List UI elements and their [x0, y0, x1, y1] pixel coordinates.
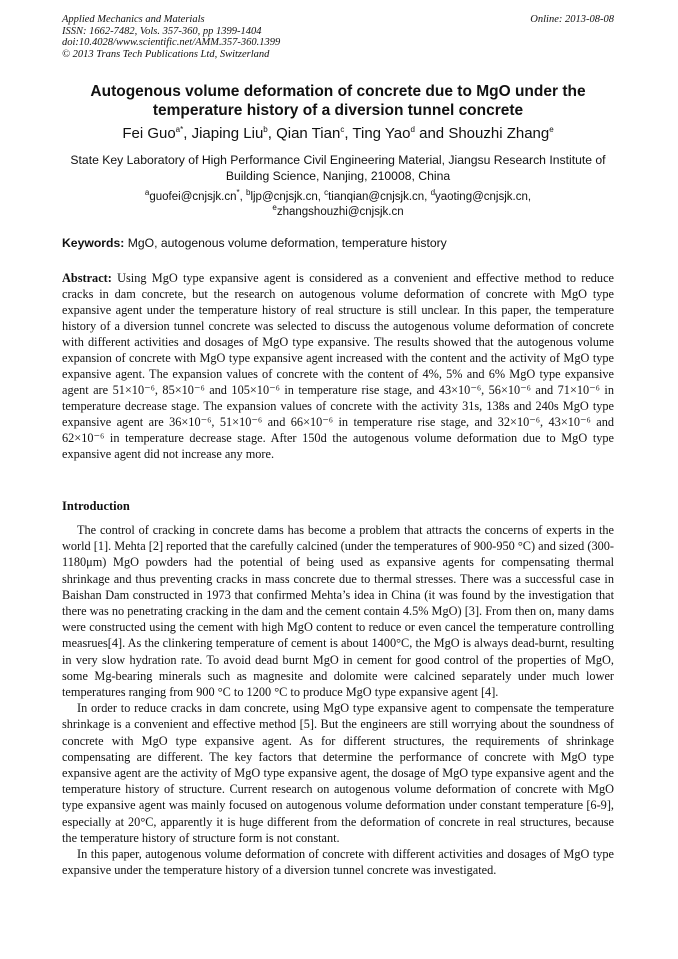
abstract — [62, 270, 614, 462]
author-sup: b — [263, 125, 268, 134]
email-link[interactable]: zhangshouzhi@cnjsjk.cn — [276, 206, 404, 218]
email-sup: a — [144, 188, 150, 198]
paragraph: In order to reduce cracks in dam concrete, using MgO type expansive agent to compensate the temperature shrinkage is a convenient and effective method [5]. But the engineers are still worrying about the soundness of concrete with MgO type expansive agent. As for different structures, the requirements of shrinkage compensating are different. The key factors that determine the performance of concrete with MgO type expansive agent are the activity of MgO type expansive agent, the dosage of MgO type expansive agent and the temperature history of structure. Current research on autogenous volume deformation of concrete with MgO type expansive agent was mainly focused on autogenous volume deformation under constant temperature [6-9], especially at 20°C, apparently it is huge different from the deformation of concrete in real structures, because the temperature history of structure form is not constant. — [62, 701, 614, 845]
journal-name: Applied Mechanics and Materials — [62, 14, 205, 25]
email-link[interactable]: guofei@cnjsjk.cn — [149, 191, 237, 203]
introduction-body — [62, 522, 614, 878]
email-sup: b — [245, 188, 251, 198]
author-name: Ting Yao — [352, 125, 411, 142]
author-name: Shouzhi Zhang — [448, 125, 550, 142]
author-name: Qian Tian — [276, 125, 341, 142]
keywords-text: MgO, autogenous volume deformation, temperature history — [124, 236, 447, 250]
abstract-text: Using MgO type expansive agent is considered as a convenient and effective method to reduce cracks in dam concrete, but the research on autogenous volume deformation of concrete with MgO type expansive agent under the temperature history of real structure is still unclear. In this paper, the temperature history of a diversion tunnel concrete was selected to discuss the autogenous volume deformation of concrete with different activities and dosages of MgO type expansive. The results showed that the autogenous volume expansion of concrete with MgO type expansive agent increased with the content and the activity of MgO type expansive agent. The expansion values of concrete with the content of 4%, 5% and 6% MgO type expansive agent are 51×10⁻⁶, 85×10⁻⁶ and 105×10⁻⁶ in temperature rise stage, and 43×10⁻⁶, 56×10⁻⁶ and 71×10⁻⁶ in temperature decrease stage. The expansion values of concrete with the activity 31s, 138s and 240s MgO type expansive agent are 36×10⁻⁶, 51×10⁻⁶ and 66×10⁻⁶ in temperature rise stage, and 32×10⁻⁶, 43×10⁻⁶ and 62×10⁻⁶ in temperature decrease stage. After 150d the autogenous volume deformation due to MgO type expansive agent did not increase any more. — [62, 271, 614, 461]
email-sup: d — [430, 188, 436, 198]
section-heading-introduction: Introduction — [62, 499, 130, 513]
doi-line: doi:10.4028/www.scientific.net/AMM.357-360.1399 — [62, 37, 281, 49]
separator: , — [267, 125, 277, 142]
email-sup: e — [272, 203, 277, 213]
paragraph: The control of cracking in concrete dams has become a problem that attracts the concerns of experts in the world [1]. Mehta [2] reported that the carefully calcined (under the temperatures of 900-950 °C) and sized (300-1180μm) MgO powders had the potential of being used as expansive agents for compensating thermal shrinkage and thus preventing cracks in mass concrete due to thermal stresses. There was a successful case in Baishan Dam constructed in 1973 that confirmed Mehta’s idea in China (it was found by the investigation that there was no penetrating cracking in the dam and the cement contain 4.5% MgO) [3]. From then on, many dams were constructed using the cement with high MgO content to reduce or even cancel the temperature controlling measrues[4]. As the clinkering temperature of cement is about 1400°C, the MgO is always dead-burnt, resulting in very slow hydration rate. To avoid dead burnt MgO in cement for good control of the properties of MgO, some Mg-bearing minerals such as magnesite and dolomite were calcined separately under much lower temperatures ranging from 900 °C to 1200 °C to produce MgO type expansive agent [4]. — [62, 523, 614, 700]
author-name: Fei Guo — [122, 125, 176, 142]
abstract-label: Abstract: — [62, 271, 112, 285]
author-name: Jiaping Liu — [191, 125, 264, 142]
journal-header — [62, 14, 614, 60]
email-sup: c — [324, 188, 329, 198]
issn-line: ISSN: 1662-7482, Vols. 357-360, pp 1399-1404 — [62, 25, 262, 37]
keywords — [62, 235, 614, 251]
email-link[interactable]: tianqian@cnjsjk.cn — [328, 191, 425, 203]
paragraph: In this paper, autogenous volume deformation of concrete with different activities and dosages of MgO type expansive under the temperature history of a diversion tunnel concrete was investigated. — [62, 847, 614, 878]
author-sup: a* — [175, 125, 184, 134]
paper-title: Autogenous volume deformation of concrete due to MgO under the temperature history of a diversion tunnel concrete — [90, 83, 586, 119]
copyright-line: © 2013 Trans Tech Publications Ltd, Switzerland — [62, 48, 270, 60]
email-list: $^a$guofei@cnjsjk.cn*, $^b$ljp@cnjsjk.cn, $^c$tianqian@cnjsjk.cn, $^d$yaoting@cnjsjk.cn, $^e$zhangshouzhi@cnjsjk.cn — [144, 188, 532, 218]
keywords-label: Keywords: — [62, 236, 125, 250]
online-date: Online: 2013-08-08 — [530, 14, 614, 25]
author-sup: e — [549, 125, 554, 134]
affiliation: State Key Laboratory of High Performance Civil Engineering Material, Jiangsu Research Institute of Building Science, Nanjing, 210008, China — [70, 153, 606, 183]
author-sup: c — [340, 125, 345, 134]
separator: and — [414, 125, 449, 142]
separator: , — [344, 125, 353, 142]
email-link[interactable]: ljp@cnjsjk.cn — [250, 191, 318, 203]
author-list — [62, 124, 614, 144]
email-link[interactable]: yaoting@cnjsjk.cn — [435, 191, 528, 203]
author-sup: d — [410, 125, 415, 134]
email-sup: * — [236, 188, 240, 198]
separator: , — [183, 125, 192, 142]
